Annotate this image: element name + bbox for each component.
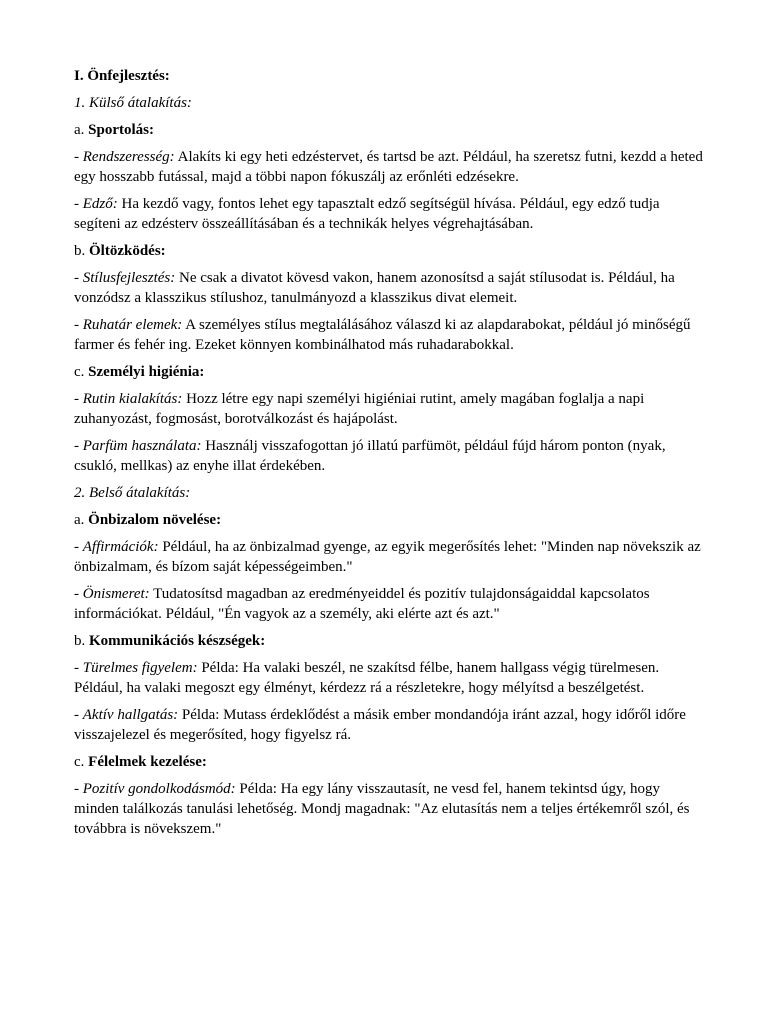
part-title: 2. Belső átalakítás:: [74, 485, 191, 501]
list-item: - Rendszeresség: Alakíts ki egy heti edzéstervet, és tartsd be azt. Például, ha szeretsz futni, kezdd a heted egy hosszabb futással, majd a többi napon fókuszálj az erőnléti edzésekre.: [74, 149, 703, 185]
list-item: - Stílusfejlesztés: Ne csak a divatot kövesd vakon, hanem azonosítsd a saját stílusodat is. Például, ha vonzódsz a klasszikus stílushoz, tanulmányozd a klasszikus divat elemeit.: [74, 270, 675, 306]
subsection-heading: a. Önbizalom növelése:: [74, 512, 222, 528]
list-item: - Rutin kialakítás: Hozz létre egy napi személyi higiéniai rutint, amely magában foglalja a napi zuhanyozást, fogmosást, borotválkozást és hajápolást.: [74, 391, 645, 427]
list-item: - Aktív hallgatás: Példa: Mutass érdeklődést a másik ember mondandója iránt azzal, hogy időről időre visszajelezel és megerősíted, hogy figyelsz rá.: [74, 707, 686, 743]
subsection-heading: c. Személyi higiénia:: [74, 364, 205, 380]
document-page: [74, 66, 704, 846]
list-item: - Parfüm használata: Használj visszafogottan jó illatú parfümöt, például fújd három ponton (nyak, csukló, mellkas) az enyhe illat érdekében.: [74, 438, 666, 474]
subsection-heading: c. Félelmek kezelése:: [74, 754, 207, 770]
list-item: - Türelmes figyelem: Példa: Ha valaki beszél, ne szakítsd félbe, hanem hallgass végig türelmesen. Például, ha valaki megoszt egy élményt, kérdezz rá a részletekre, hogy mélyítsd a beszélgetést.: [74, 660, 660, 696]
part-title: 1. Külső átalakítás:: [74, 95, 192, 111]
list-item: - Affirmációk: Például, ha az önbizalmad gyenge, az egyik megerősítés lehet: "Minden nap növekszik az önbizalmam, és bízom saját képességeimben.": [74, 539, 701, 575]
subsection-heading: b. Öltözködés:: [74, 243, 166, 259]
section-title: I. Önfejlesztés:: [74, 68, 170, 84]
list-item: - Pozitív gondolkodásmód: Példa: Ha egy lány visszautasít, ne vesd fel, hanem tekintsd úgy, hogy minden találkozás tanulási lehetőség. Mondj magadnak: "Az elutasítás nem a teljes értékemről szól, és továbbra is növekszem.": [74, 781, 690, 837]
list-item: - Edző: Ha kezdő vagy, fontos lehet egy tapasztalt edző segítségül hívása. Például, egy edző tudja segíteni az edzésterv összeállításában és a technikák helyes végrehajtásában.: [74, 196, 660, 232]
subsection-heading: a. Sportolás:: [74, 122, 155, 138]
list-item: - Önismeret: Tudatosítsd magadban az eredményeiddel és pozitív tulajdonságaiddal kapcsolatos információkat. Például, "Én vagyok az a személy, aki elérte azt és azt.": [74, 586, 650, 622]
list-item: - Ruhatár elemek: A személyes stílus megtalálásához válaszd ki az alapdarabokat, például jó minőségű farmer és fehér ing. Ezeket könnyen kombinálhatod más ruhadarabokkal.: [74, 317, 691, 353]
subsection-heading: b. Kommunikációs készségek:: [74, 633, 266, 649]
